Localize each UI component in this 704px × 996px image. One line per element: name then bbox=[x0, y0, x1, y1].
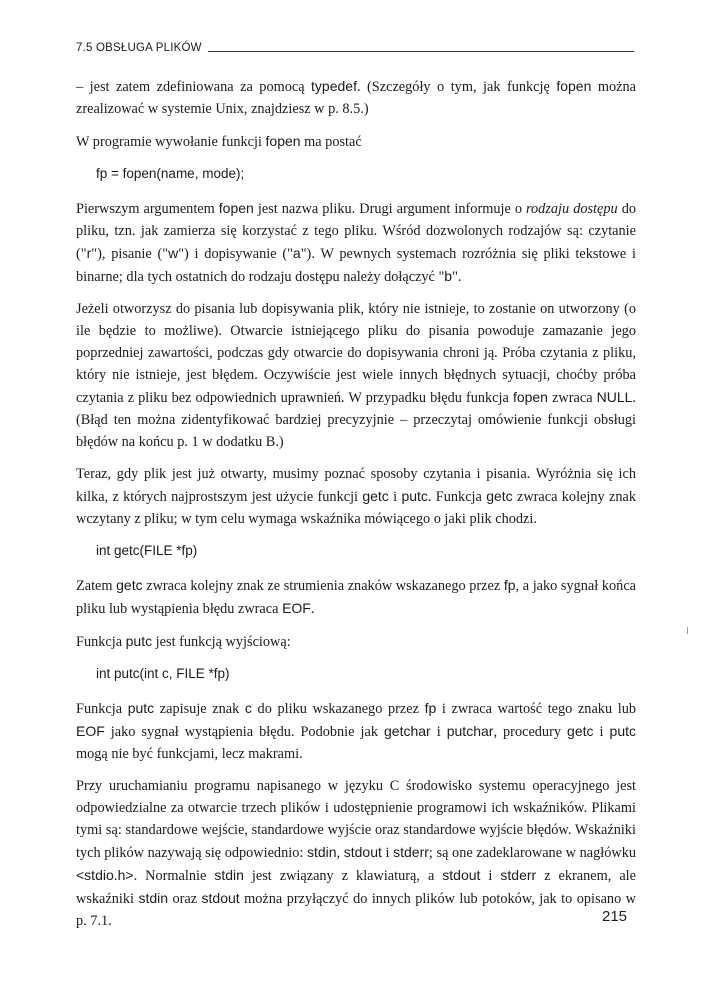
code-identifier: getc bbox=[567, 723, 594, 739]
body-paragraph bbox=[76, 463, 636, 530]
text-run: zapisuje znak bbox=[154, 701, 245, 717]
body-paragraph bbox=[76, 75, 636, 120]
text-run: Jeżeli otworzysz do pisania lub dopisywania plik, który nie istnieje, to zostanie on utworzony (o ile będzie to możliwe). Otwarcie istniejącego pliku do pisania powoduje zamazanie jego poprzedniej zawartości, podczas gdy otwarcie do dopisywania chroni ją. Próba czytania z pliku, który nie istnieje, jest błędem. Oczywiście jest wiele innych błędnych sytuacji, choćby próba czytania z pliku bez odpowiednich uprawnień. W przypadku błędu funkcja bbox=[76, 301, 636, 406]
text-run: i bbox=[480, 868, 501, 884]
code-identifier: w bbox=[168, 245, 179, 261]
body-paragraph bbox=[76, 775, 636, 932]
text-run: . (Szczegóły o tym, jak funkcję bbox=[356, 79, 557, 95]
code-identifier: getc bbox=[486, 488, 513, 504]
code-identifier: fp bbox=[503, 577, 516, 593]
code-identifier: stderr bbox=[500, 867, 537, 883]
body-paragraph bbox=[76, 574, 636, 620]
text-run: "). W pewnych systemach rozróżnia się pliki tekstowe i binarne; dla tych ostatnich do rodzaju dostępu należy dołączyć " bbox=[76, 246, 636, 285]
text-run: Zatem bbox=[76, 578, 117, 594]
text-run: i zwraca wartość tego znaku lub bbox=[436, 701, 636, 717]
text-run: Teraz, gdy plik jest już otwarty, musimy poznać sposoby czytania i pisania. Wyróżnia się ich kilka, z których najprostszym jest użycie funkcji bbox=[76, 466, 636, 505]
text-run: , procedury bbox=[493, 724, 568, 740]
code-identifier: NULL bbox=[596, 389, 633, 405]
text-run: , bbox=[336, 845, 344, 861]
code-identifier: stdin bbox=[138, 890, 169, 906]
text-run: W programie wywołanie funkcji bbox=[76, 134, 266, 150]
text-run: ma postać bbox=[300, 134, 362, 150]
code-identifier: fp bbox=[424, 700, 437, 716]
text-run: jest związany z klawiaturą, a bbox=[243, 868, 443, 884]
text-run: zwraca kolejny znak ze strumienia znaków wskazanego przez bbox=[142, 578, 504, 594]
text-run: i bbox=[593, 724, 610, 740]
code-identifier: r bbox=[86, 245, 92, 261]
text-run: ") i dopisywanie (" bbox=[178, 246, 293, 262]
page-body bbox=[76, 75, 636, 942]
text-run: Pierwszym argumentem bbox=[76, 201, 219, 217]
code-identifier: fopen bbox=[218, 200, 254, 216]
text-run: ; są one zadeklarowane w nagłówku bbox=[428, 845, 636, 861]
code-line: fp = fopen(name, mode); bbox=[96, 166, 245, 181]
running-header bbox=[76, 37, 634, 55]
text-run: i bbox=[381, 845, 394, 861]
text-run: i bbox=[430, 724, 447, 740]
text-run: jest funkcją wyjściową: bbox=[152, 634, 291, 650]
code-identifier: getc bbox=[116, 577, 143, 593]
text-run: Funkcja bbox=[76, 701, 128, 717]
code-identifier: putc bbox=[401, 488, 428, 504]
body-paragraph bbox=[76, 197, 636, 288]
text-run: zwraca bbox=[547, 390, 597, 406]
code-line: int getc(FILE *fp) bbox=[96, 543, 198, 558]
text-run: . bbox=[310, 601, 315, 617]
code-identifier: EOF bbox=[282, 600, 311, 616]
text-run: . Normalnie bbox=[133, 868, 215, 884]
text-run: . Funkcja bbox=[427, 489, 487, 505]
section-title: 7.5 OBSŁUGA PLIKÓW bbox=[76, 42, 202, 54]
text-run: mogą nie być funkcjami, lecz makrami. bbox=[76, 746, 303, 762]
code-identifier: typedef bbox=[311, 78, 357, 94]
text-run: z ekranem, ale wskaźniki bbox=[76, 868, 636, 907]
code-identifier: <stdio.h> bbox=[76, 867, 134, 883]
text-run: . (Błąd ten można zidentyfikować bardziej precyzyjnie – przeczytaj omówienie funkcji obsługi błędów na końcu p. 1 w dodatku B.) bbox=[76, 390, 636, 450]
body-paragraph bbox=[76, 130, 636, 153]
code-identifier: stdout bbox=[201, 890, 240, 906]
text-run: oraz bbox=[168, 891, 202, 907]
page-number: 215 bbox=[602, 908, 628, 925]
code-identifier: putc bbox=[125, 633, 153, 649]
text-run: "), pisanie (" bbox=[91, 246, 169, 262]
text-run: zwraca kolejny znak wczytany z pliku; w tym celu wymaga wskaźnika mówiącego o jaki plik chodzi. bbox=[76, 489, 636, 527]
text-run: jest nazwa pliku. Drugi argument informuje o bbox=[253, 201, 526, 217]
code-identifier: putchar bbox=[446, 723, 494, 739]
body-paragraph bbox=[76, 697, 636, 765]
text-run: Przy uruchamianiu programu napisanego w języku C środowisko systemu operacyjnego jest odpowiedzialne za otwarcie trzech plików i udostępnienie programowi ich wskaźników. Plikami tymi są: standardowe wejście, standardowe wyjście oraz standardowe wyjście błędów. Wskaźniki tych plików nazywają się odpowiednio: bbox=[76, 778, 636, 861]
code-identifier: stderr bbox=[393, 844, 429, 860]
text-run: do pliku, tzn. jak zamierza się korzystać z tego pliku. Wśród dozwolonych rodzajów są: czytanie (" bbox=[76, 201, 636, 262]
code-identifier: c bbox=[244, 700, 252, 716]
text-run: jako sygnał wystąpienia błędu. Podobnie jak bbox=[104, 724, 384, 740]
code-identifier: stdout bbox=[343, 844, 382, 860]
text-run: Funkcja bbox=[76, 634, 126, 650]
margin-mark bbox=[687, 627, 688, 634]
code-identifier: stdin bbox=[214, 867, 244, 883]
code-identifier: fopen bbox=[512, 389, 548, 405]
code-identifier: putc bbox=[609, 723, 636, 739]
text-run: i bbox=[388, 489, 402, 505]
code-identifier: stdin bbox=[306, 844, 337, 860]
code-identifier: stdout bbox=[442, 867, 481, 883]
text-run: ". bbox=[452, 269, 462, 285]
text-run: do pliku wskazanego przez bbox=[251, 701, 425, 717]
code-line: int putc(int c, FILE *fp) bbox=[96, 666, 230, 681]
code-identifier: getc bbox=[362, 488, 389, 504]
code-identifier: fopen bbox=[556, 78, 592, 94]
text-run: można przyłączyć do innych plików lub potoków, jak to opisano w p. 7.1. bbox=[76, 891, 637, 929]
text-run: można zrealizować w systemie Unix, znajdziesz w p. 8.5.) bbox=[76, 79, 636, 117]
code-identifier: EOF bbox=[76, 723, 105, 739]
body-paragraph bbox=[76, 630, 636, 653]
code-identifier: putc bbox=[127, 700, 155, 716]
code-identifier: b bbox=[444, 268, 453, 284]
code-identifier: a bbox=[292, 245, 301, 261]
text-run: , a jako sygnał końca pliku lub wystąpienia błędu zwraca bbox=[76, 578, 637, 617]
text-run: – jest zatem zdefiniowana za pomocą bbox=[76, 79, 312, 95]
code-identifier: getchar bbox=[384, 723, 431, 739]
emphasis-text: rodzaju dostępu bbox=[526, 201, 618, 217]
body-paragraph bbox=[76, 298, 636, 453]
code-identifier: fopen bbox=[265, 133, 301, 149]
header-rule bbox=[208, 51, 634, 52]
